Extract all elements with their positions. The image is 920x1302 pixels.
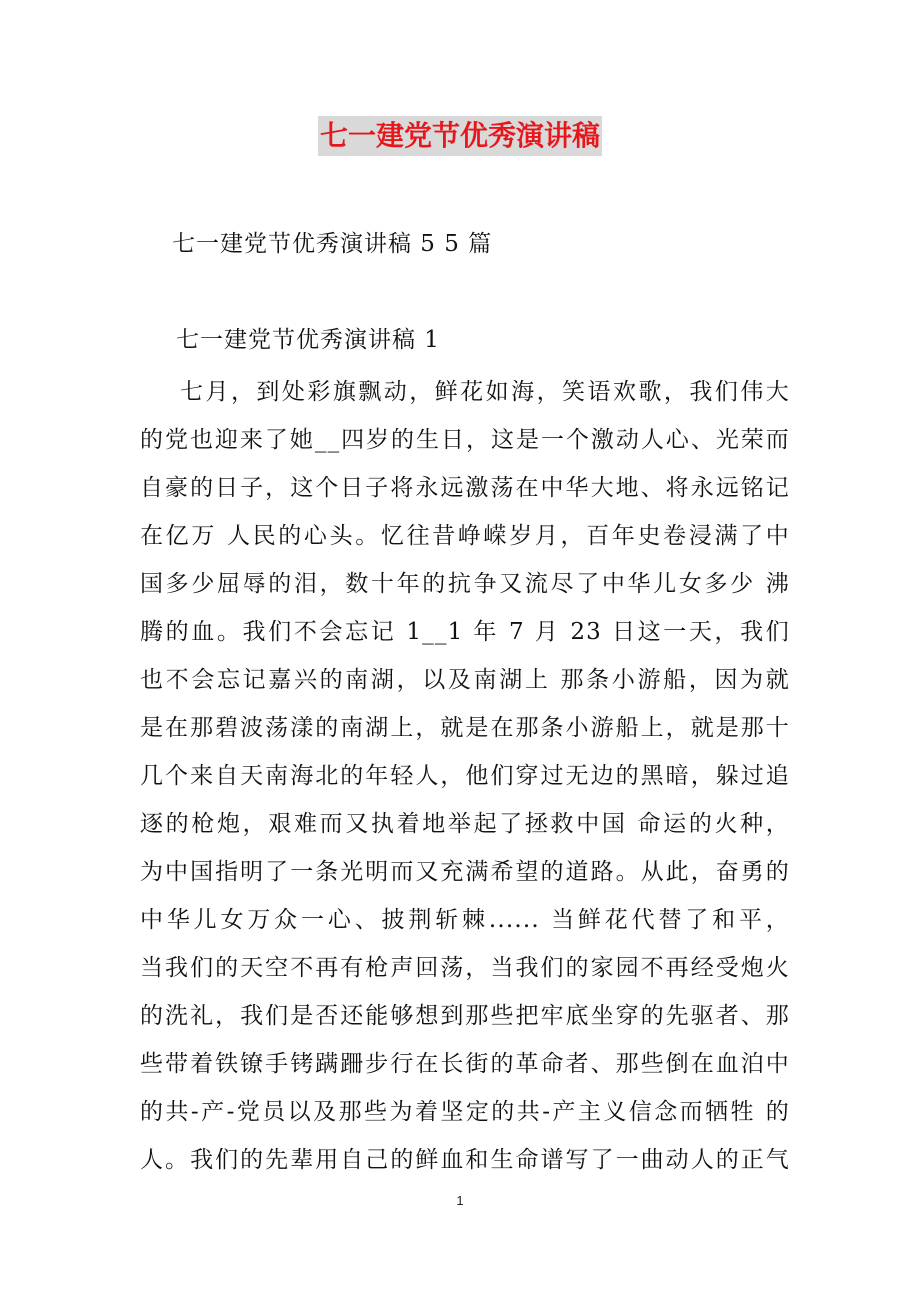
document-title-text: 七一建党节优秀演讲稿 bbox=[318, 116, 602, 156]
page-number: 1 bbox=[456, 1193, 464, 1208]
body-line: 也不会忘记嘉兴的南湖，以及南湖上 那条小游船，因为就 bbox=[140, 667, 790, 693]
body-line: 自豪的日子，这个日子将永远激荡在中华大地、将永远铭记 bbox=[140, 475, 790, 501]
body-line: 中华儿女万众一心、披荆斩棘...... 当鲜花代替了和平， bbox=[140, 907, 790, 933]
body-line: 七月，到处彩旗飘动，鲜花如海，笑语欢歌，我们伟大 bbox=[180, 379, 790, 405]
body-line: 是在那碧波荡漾的南湖上，就是在那条小游船上，就是那十 bbox=[140, 715, 790, 741]
body-line: 逐的枪炮，艰难而又执着地举起了拯救中国 命运的火种， bbox=[140, 811, 790, 837]
body-line: 的洗礼，我们是否还能够想到那些把牢底坐穿的先驱者、那 bbox=[140, 1003, 790, 1029]
body-line: 几个来自天南海北的年轻人，他们穿过无边的黑暗，躲过追 bbox=[140, 763, 790, 789]
document-subtitle: 七一建党节优秀演讲稿 5 5 篇 bbox=[172, 231, 493, 257]
document-title bbox=[0, 116, 920, 156]
body-line: 国多少屈辱的泪，数十年的抗争又流尽了中华儿女多少 沸 bbox=[140, 571, 790, 597]
section-heading: 七一建党节优秀演讲稿 1 bbox=[176, 327, 440, 353]
body-line: 的党也迎来了她__四岁的生日，这是一个激动人心、光荣而 bbox=[140, 427, 790, 453]
body-line: 腾的血。我们不会忘记 1__1 年 7 月 23 日这一天，我们 bbox=[140, 619, 790, 645]
body-line: 当我们的天空不再有枪声回荡，当我们的家园不再经受炮火 bbox=[140, 955, 790, 981]
body-line: 的共-产-党员以及那些为着坚定的共-产主义信念而牺牲 的 bbox=[140, 1099, 790, 1125]
body-line: 为中国指明了一条光明而又充满希望的道路。从此，奋勇的 bbox=[140, 859, 790, 885]
body-line: 人。我们的先辈用自己的鲜血和生命谱写了一曲动人的正气 bbox=[140, 1147, 790, 1173]
body-line: 在亿万 人民的心头。忆往昔峥嵘岁月，百年史卷浸满了中 bbox=[140, 523, 790, 549]
body-paragraph bbox=[140, 372, 790, 1188]
body-line: 些带着铁镣手铐蹒跚步行在长街的革命者、那些倒在血泊中 bbox=[140, 1051, 790, 1077]
